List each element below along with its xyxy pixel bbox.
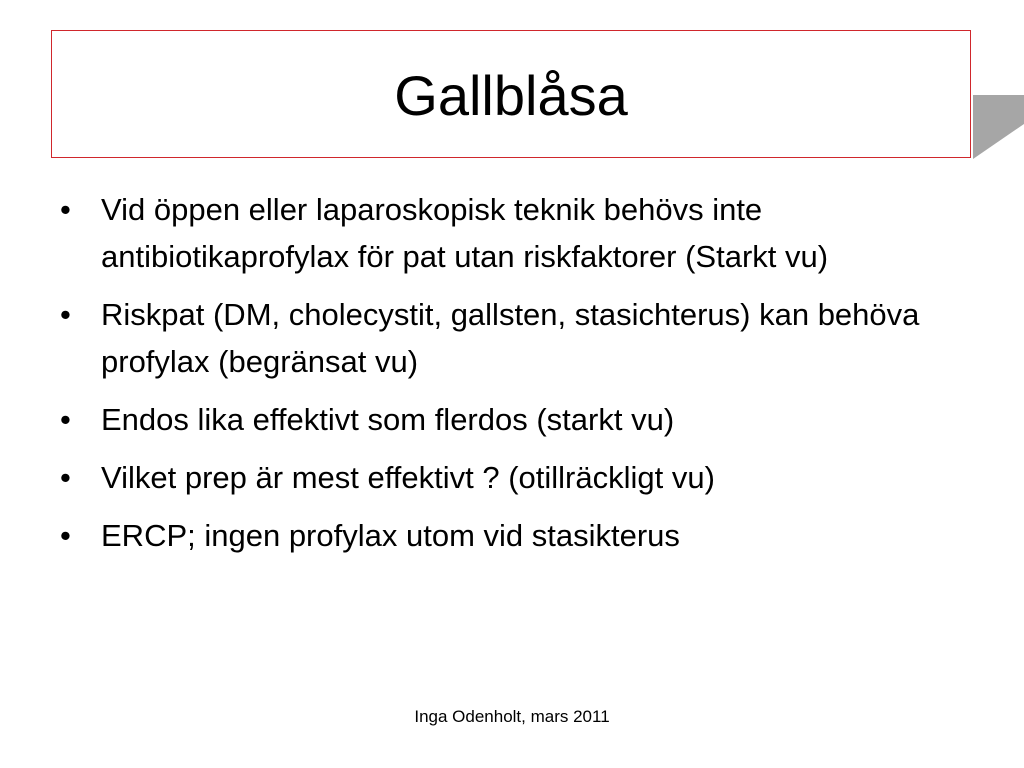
bullet-dot-icon: • xyxy=(60,460,71,495)
title-shadow-tab xyxy=(973,95,1024,159)
bullet-item xyxy=(58,454,968,501)
slide-title: Gallblåsa xyxy=(394,64,628,127)
bullet-text: Vilket prep är mest effektivt ? (otillräckligt vu) xyxy=(101,460,715,495)
bullet-text: Endos lika effektivt som flerdos (starkt vu) xyxy=(101,402,675,437)
bullet-item xyxy=(58,186,968,280)
bullet-text: Riskpat (DM, cholecystit, gallsten, stasichterus) kan behöva profylax (begränsat vu) xyxy=(101,297,920,379)
slide-footer: Inga Odenholt, mars 2011 xyxy=(414,707,610,726)
bullet-dot-icon: • xyxy=(60,518,71,553)
bullet-item xyxy=(58,396,968,443)
bullet-text: Vid öppen eller laparoskopisk teknik behövs inte antibiotikaprofylax för pat utan riskfaktorer (Starkt vu) xyxy=(101,192,829,274)
bullet-text: ERCP; ingen profylax utom vid stasikterus xyxy=(101,518,680,553)
bullet-dot-icon: • xyxy=(60,402,71,437)
bullet-dot-icon: • xyxy=(60,192,71,227)
bullet-item xyxy=(58,291,968,385)
title-box xyxy=(51,30,971,158)
bullet-dot-icon: • xyxy=(60,297,71,332)
bullet-list xyxy=(58,186,968,570)
bullet-item xyxy=(58,512,968,559)
